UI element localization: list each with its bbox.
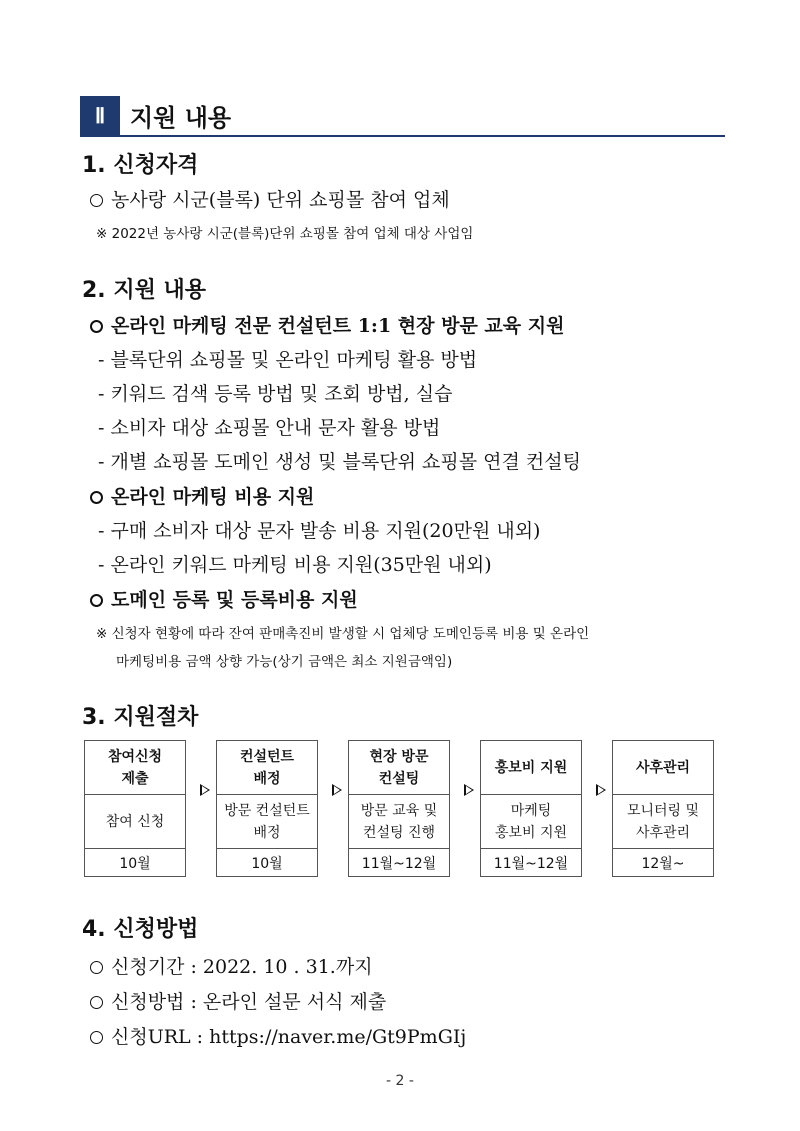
application-item xyxy=(90,987,386,1014)
hollow-circle-bullet-icon xyxy=(90,961,103,974)
application-item xyxy=(90,1022,466,1049)
hollow-circle-bullet-icon xyxy=(90,594,103,607)
section-underline xyxy=(80,135,725,137)
support-sub-item: - 개별 쇼핑몰 도메인 생성 및 블록단위 쇼핑몰 연결 컨설팅 xyxy=(98,451,581,473)
step-period: 10월 xyxy=(251,855,283,872)
step-desc-text: 방문 교육 및 컨설팅 진행 xyxy=(360,802,438,841)
heading-eligibility: 1. 신청자격 xyxy=(82,153,199,178)
support-bullet-2-text: 온라인 마케팅 비용 지원 xyxy=(111,486,315,508)
heading-application-method: 4. 신청방법 xyxy=(82,917,199,942)
support-sub-item: - 구매 소비자 대상 문자 발송 비용 지원(20만원 내외) xyxy=(98,520,541,542)
procedure-step-2 xyxy=(216,740,318,877)
step-title xyxy=(349,741,449,795)
step-title xyxy=(613,741,713,795)
arrow-right-icon xyxy=(596,784,606,796)
step-title xyxy=(481,741,581,795)
step-title-text: 컨설턴트 배정 xyxy=(239,748,295,787)
eligibility-bullet xyxy=(90,185,450,212)
step-title xyxy=(217,741,317,795)
step-desc xyxy=(85,795,185,849)
step-title-text: 참여신청 제출 xyxy=(107,748,163,787)
heading-support-content: 2. 지원 내용 xyxy=(82,278,206,303)
procedure-step-4 xyxy=(480,740,582,877)
application-url-text[interactable]: 신청URL : https://naver.me/Gt9PmGIj xyxy=(111,1026,467,1048)
eligibility-note: ※ 2022년 농사랑 시군(블록)단위 쇼핑몰 참여 업체 대상 사업임 xyxy=(96,226,474,242)
section-title: 지원 내용 xyxy=(130,104,232,132)
step-desc-text: 모니터링 및 사후관리 xyxy=(626,802,700,841)
support-note-line-1: ※ 신청자 현황에 따라 잔여 판매촉진비 발생할 시 업체당 도메인등록 비용 및 온라인 xyxy=(96,626,590,642)
step-desc xyxy=(217,795,317,849)
step-desc-text: 마케팅 홍보비 지원 xyxy=(494,802,568,841)
heading-procedure: 3. 지원절차 xyxy=(82,705,199,730)
arrow-right-icon xyxy=(332,784,342,796)
support-sub-item: - 키워드 검색 등록 방법 및 조회 방법, 실습 xyxy=(98,383,453,405)
section-number-box: Ⅱ xyxy=(80,96,120,136)
hollow-circle-bullet-icon xyxy=(90,320,103,333)
eligibility-text: 농사랑 시군(블록) 단위 쇼핑몰 참여 업체 xyxy=(111,189,450,211)
application-period-text: 신청기간 : 2022. 10 . 31.까지 xyxy=(111,956,373,978)
support-sub-item: - 블록단위 쇼핑몰 및 온라인 마케팅 활용 방법 xyxy=(98,349,478,371)
hollow-circle-bullet-icon xyxy=(90,491,103,504)
step-period: 11월~12월 xyxy=(361,855,437,872)
support-note-line-2: 마케팅비용 금액 상향 가능(상기 금액은 최소 지원금액임) xyxy=(116,654,453,670)
support-sub-item: - 소비자 대상 쇼핑몰 안내 문자 활용 방법 xyxy=(98,417,441,439)
step-desc xyxy=(481,795,581,849)
support-bullet-2 xyxy=(90,482,314,509)
step-period: 12월~ xyxy=(641,855,685,872)
page-number: - 2 - xyxy=(386,1073,414,1089)
step-desc xyxy=(613,795,713,849)
step-title xyxy=(85,741,185,795)
step-title-text: 현장 방문 컨설팅 xyxy=(369,748,429,787)
step-period: 10월 xyxy=(119,855,151,872)
step-desc-text: 참여 신청 xyxy=(105,813,165,830)
procedure-step-5 xyxy=(612,740,714,877)
application-item xyxy=(90,952,373,979)
support-bullet-1-text: 온라인 마케팅 전문 컨설턴트 1:1 현장 방문 교육 지원 xyxy=(111,315,565,337)
procedure-step-1 xyxy=(84,740,186,877)
step-title-text: 사후관리 xyxy=(635,759,691,776)
support-sub-item: - 온라인 키워드 마케팅 비용 지원(35만원 내외) xyxy=(98,554,492,576)
step-desc-text: 방문 컨설턴트 배정 xyxy=(224,802,310,841)
support-bullet-3 xyxy=(90,585,358,612)
arrow-right-icon xyxy=(464,784,474,796)
support-bullet-3-text: 도메인 등록 및 등록비용 지원 xyxy=(111,589,358,611)
hollow-circle-bullet-icon xyxy=(90,1031,103,1044)
step-title-text: 홍보비 지원 xyxy=(494,759,568,776)
application-method-text: 신청방법 : 온라인 설문 서식 제출 xyxy=(111,991,387,1013)
hollow-circle-bullet-icon xyxy=(90,194,103,207)
step-period: 11월~12월 xyxy=(493,855,569,872)
step-desc xyxy=(349,795,449,849)
support-bullet-1 xyxy=(90,311,564,338)
arrow-right-icon xyxy=(200,784,210,796)
procedure-step-3 xyxy=(348,740,450,877)
hollow-circle-bullet-icon xyxy=(90,996,103,1009)
